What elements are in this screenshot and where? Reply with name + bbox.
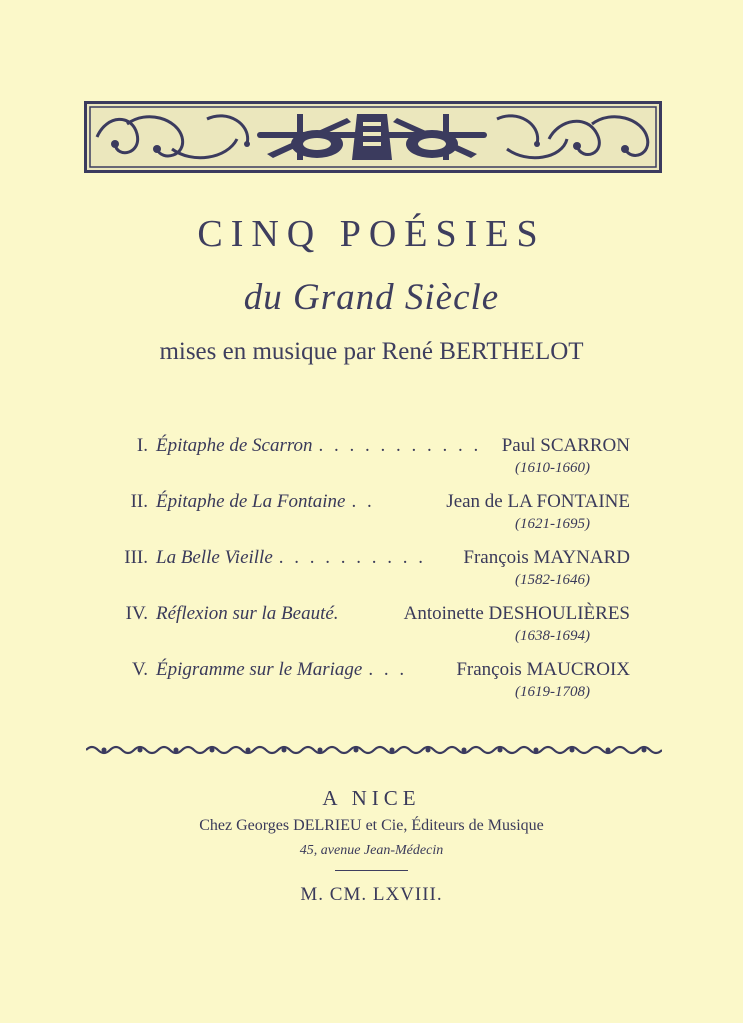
poet-dates: (1610-1660) <box>515 460 590 476</box>
poet-dates: (1638-1694) <box>515 628 590 644</box>
piece-title: Épitaphe de Scarron <box>156 435 313 456</box>
imprint-city: A NICE <box>322 786 421 810</box>
leader-dots: . . . . . . . . . . <box>278 547 427 568</box>
item-number: I. <box>136 435 148 456</box>
contents-item <box>110 545 630 601</box>
item-number: II. <box>130 491 148 512</box>
poet-name: Antoinette DESHOULIÈRES <box>403 603 630 624</box>
poet-dates: (1621-1695) <box>515 516 590 532</box>
contents-list <box>110 433 630 713</box>
contents-item <box>110 657 630 713</box>
item-number: III. <box>124 547 148 568</box>
piece-title: Épitaphe de La Fontaine <box>156 491 346 512</box>
vine-divider-icon <box>86 743 662 757</box>
piece-title: Réflexion sur la Beauté. <box>156 603 339 624</box>
poet-name: François MAYNARD <box>463 547 630 568</box>
contents-item <box>110 489 630 545</box>
leader-dots: . . . . . . . . . . . <box>318 435 482 456</box>
imprint-address: 45, avenue Jean-Médecin <box>299 843 444 858</box>
piece-title: Épigramme sur le Mariage <box>156 659 363 680</box>
piece-title: La Belle Vieille <box>156 547 273 568</box>
item-number: IV. <box>125 603 148 624</box>
poet-name: François MAUCROIX <box>456 659 630 680</box>
page-title: CINQ POÉSIES <box>197 213 546 255</box>
poet-name: Jean de LA FONTAINE <box>446 491 630 512</box>
imprint-publisher: Chez Georges DELRIEU et Cie, Éditeurs de Musique <box>199 817 544 834</box>
leader-dots: . . . <box>368 659 408 680</box>
imprint-year: M. CM. LXVIII. <box>300 884 443 905</box>
item-number: V. <box>131 659 148 680</box>
page-subtitle: du Grand Siècle <box>243 277 500 318</box>
poet-name: Paul SCARRON <box>501 435 630 456</box>
scroll-ornament-icon <box>87 104 659 170</box>
composer-credit: mises en musique par René BERTHELOT <box>159 338 584 365</box>
contents-item <box>110 433 630 489</box>
poet-dates: (1582-1646) <box>515 572 590 588</box>
short-rule <box>335 870 408 871</box>
contents-item <box>110 601 630 657</box>
poet-dates: (1619-1708) <box>515 684 590 700</box>
header-ornament <box>84 101 662 173</box>
leader-dots: . . <box>351 491 375 512</box>
